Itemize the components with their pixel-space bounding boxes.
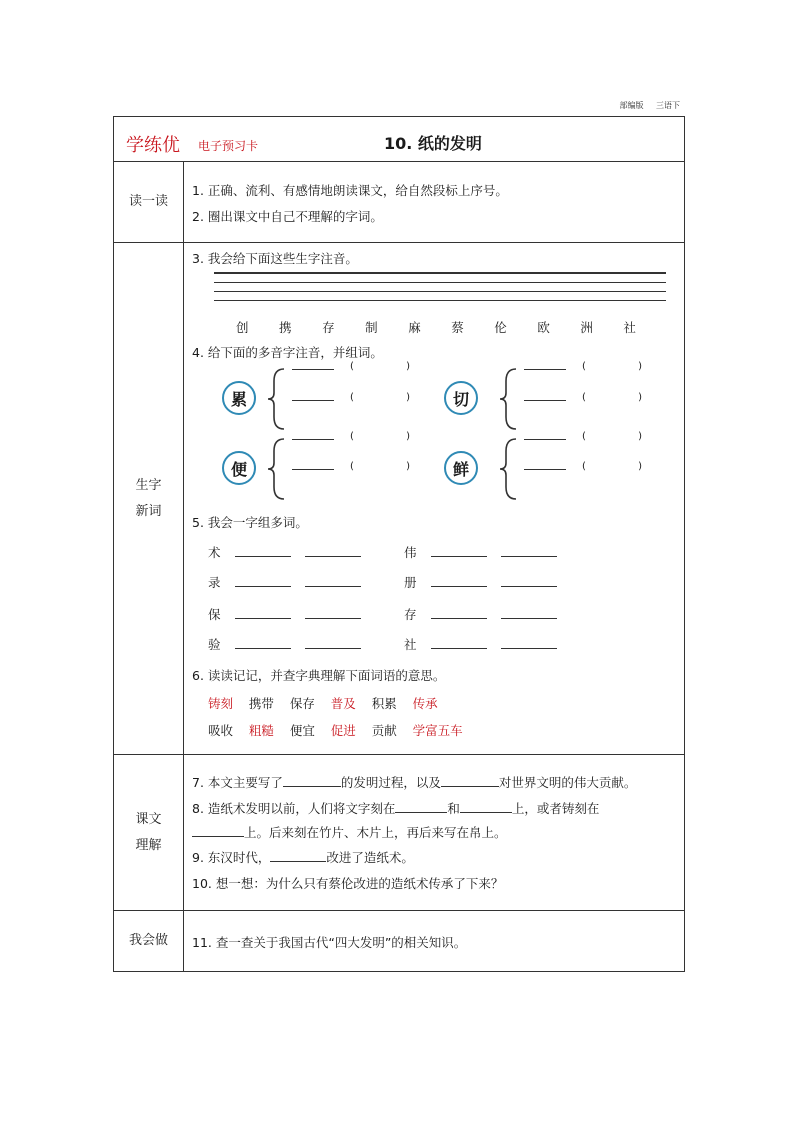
- answer-blank[interactable]: [431, 605, 487, 619]
- word-group: [208, 543, 361, 561]
- answer-blank[interactable]: [292, 369, 334, 370]
- vocab-word: 贡献: [371, 723, 397, 738]
- word-group: [404, 543, 557, 561]
- polyphone-circle: 便: [222, 451, 256, 485]
- answer-blank[interactable]: [192, 823, 244, 837]
- pinyin-line: [214, 282, 666, 283]
- question-8-cont: 上。后来刻在竹片、木片上，再后来写在帛上。: [192, 823, 507, 841]
- word-char: 验: [208, 637, 221, 652]
- answer-blank[interactable]: [235, 543, 291, 557]
- brace-icon: [266, 367, 288, 431]
- paren-answer[interactable]: ( ): [582, 431, 642, 442]
- answer-blank[interactable]: [292, 439, 334, 440]
- paren-answer[interactable]: ( ): [582, 361, 642, 372]
- answer-blank[interactable]: [431, 635, 487, 649]
- edition-publisher: 部编版: [619, 101, 644, 110]
- pinyin-line: [214, 291, 666, 292]
- brace-icon: [498, 367, 520, 431]
- section-read: [114, 161, 684, 243]
- answer-blank[interactable]: [305, 605, 361, 619]
- label-line-2: 理解: [135, 837, 162, 853]
- polyphone-circle: 鲜: [444, 451, 478, 485]
- answer-blank[interactable]: [305, 635, 361, 649]
- section-label-read: 读一读: [114, 161, 184, 242]
- char-item: 欧: [537, 320, 550, 335]
- vocab-word: 铸刻: [208, 696, 234, 711]
- question-6: 6. 读读记记，并查字典理解下面词语的意思。: [192, 668, 446, 683]
- vocab-word: 携带: [248, 696, 274, 711]
- answer-blank[interactable]: [235, 573, 291, 587]
- preview-card: [113, 116, 685, 972]
- answer-blank[interactable]: [501, 605, 557, 619]
- polyphone-circle: 累: [222, 381, 256, 415]
- brace-icon: [498, 437, 520, 501]
- char-item: 蔡: [451, 320, 464, 335]
- answer-blank[interactable]: [524, 369, 566, 370]
- polyphone-circle: 切: [444, 381, 478, 415]
- edition-label: [609, 100, 680, 111]
- vocab-word: 保存: [289, 696, 315, 711]
- paren-answer[interactable]: ( ): [350, 431, 410, 442]
- answer-blank[interactable]: [270, 848, 326, 862]
- section-doit: [114, 911, 684, 971]
- answer-blank[interactable]: [292, 400, 334, 401]
- paren-answer[interactable]: ( ): [582, 392, 642, 403]
- vocab-word: 学富五车: [412, 723, 463, 738]
- vocab-word: 普及: [330, 696, 356, 711]
- answer-blank[interactable]: [292, 469, 334, 470]
- question-8: 8. 造纸术发明以前，人们将文字刻在 和 上，或者铸刻在: [192, 801, 600, 816]
- char-item: 麻: [408, 320, 421, 335]
- card-subtitle: 电子预习卡: [198, 139, 259, 153]
- vocab-word: 促进: [330, 723, 356, 738]
- word-char: 录: [208, 575, 221, 590]
- word-group: [208, 605, 361, 623]
- pinyin-line: [214, 272, 666, 274]
- paren-answer[interactable]: ( ): [350, 392, 410, 403]
- section-comprehend: [114, 755, 684, 911]
- question-4: 4. 给下面的多音字注音，并组词。: [192, 345, 383, 360]
- word-char: 册: [404, 575, 417, 590]
- answer-blank[interactable]: [501, 543, 557, 557]
- char-list: [236, 318, 636, 336]
- question-1: 1. 正确、流利、有感情地朗读课文，给自然段标上序号。: [192, 183, 508, 198]
- paren-answer[interactable]: ( ): [350, 361, 410, 372]
- card-header: [114, 117, 684, 162]
- page-title: 10. 纸的发明: [384, 134, 482, 153]
- word-char: 术: [208, 545, 221, 560]
- char-item: 社: [623, 320, 636, 335]
- word-group: [404, 635, 557, 653]
- brace-icon: [266, 437, 288, 501]
- answer-blank[interactable]: [501, 573, 557, 587]
- answer-blank[interactable]: [305, 543, 361, 557]
- answer-blank[interactable]: [524, 469, 566, 470]
- word-char: 社: [404, 637, 417, 652]
- char-item: 伦: [494, 320, 507, 335]
- answer-blank[interactable]: [501, 635, 557, 649]
- char-item: 创: [236, 320, 249, 335]
- char-item: 洲: [580, 320, 593, 335]
- vocab-word: 吸收: [208, 723, 234, 738]
- label-line-2: 新词: [135, 503, 162, 519]
- question-9: 9. 东汉时代， 改进了造纸术。: [192, 850, 414, 865]
- word-char: 存: [404, 607, 417, 622]
- answer-blank[interactable]: [441, 773, 499, 787]
- char-item: 携: [279, 320, 292, 335]
- vocab-row-1: [208, 694, 438, 712]
- vocab-word: 粗糙: [248, 723, 274, 738]
- vocab-word: 传承: [412, 696, 438, 711]
- question-2: 2. 圈出课文中自己不理解的字词。: [192, 209, 383, 224]
- section-words: [114, 243, 684, 755]
- word-group: [208, 573, 361, 591]
- paren-answer[interactable]: ( ): [582, 461, 642, 472]
- char-item: 制: [365, 320, 378, 335]
- answer-blank[interactable]: [524, 400, 566, 401]
- answer-blank[interactable]: [395, 799, 447, 813]
- section-label-doit: 我会做: [114, 911, 184, 971]
- answer-blank[interactable]: [460, 799, 512, 813]
- pinyin-line: [214, 300, 666, 301]
- vocab-word: 积累: [371, 696, 397, 711]
- vocab-word: 便宜: [289, 723, 315, 738]
- edition-grade: 三语下: [656, 101, 680, 110]
- answer-blank[interactable]: [305, 573, 361, 587]
- section-label-comprehend: [114, 755, 184, 910]
- question-11: 11. 查一查关于我国古代“四大发明”的相关知识。: [192, 935, 467, 950]
- word-char: 保: [208, 607, 221, 622]
- answer-blank[interactable]: [431, 543, 487, 557]
- word-group: [404, 605, 557, 623]
- word-group: [404, 573, 557, 591]
- answer-blank[interactable]: [235, 605, 291, 619]
- word-group: [208, 635, 361, 653]
- vocab-row-2: [208, 721, 463, 739]
- answer-blank[interactable]: [431, 573, 487, 587]
- question-3: 3. 我会给下面这些生字注音。: [192, 251, 358, 266]
- paren-answer[interactable]: ( ): [350, 461, 410, 472]
- question-5: 5. 我会一字组多词。: [192, 515, 308, 530]
- answer-blank[interactable]: [524, 439, 566, 440]
- answer-blank[interactable]: [235, 635, 291, 649]
- label-line-1: 课文: [135, 811, 162, 827]
- brand-logo: 学练优: [126, 135, 180, 156]
- section-label-words: [114, 243, 184, 754]
- question-10: 10. 想一想：为什么只有蔡伦改进的造纸术传承了下来？: [192, 876, 504, 891]
- char-item: 存: [322, 320, 335, 335]
- label-line-1: 生字: [135, 477, 162, 493]
- answer-blank[interactable]: [283, 773, 341, 787]
- question-7: 7. 本文主要写了 的发明过程，以及 对世界文明的伟大贡献。: [192, 775, 637, 790]
- word-char: 伟: [404, 545, 417, 560]
